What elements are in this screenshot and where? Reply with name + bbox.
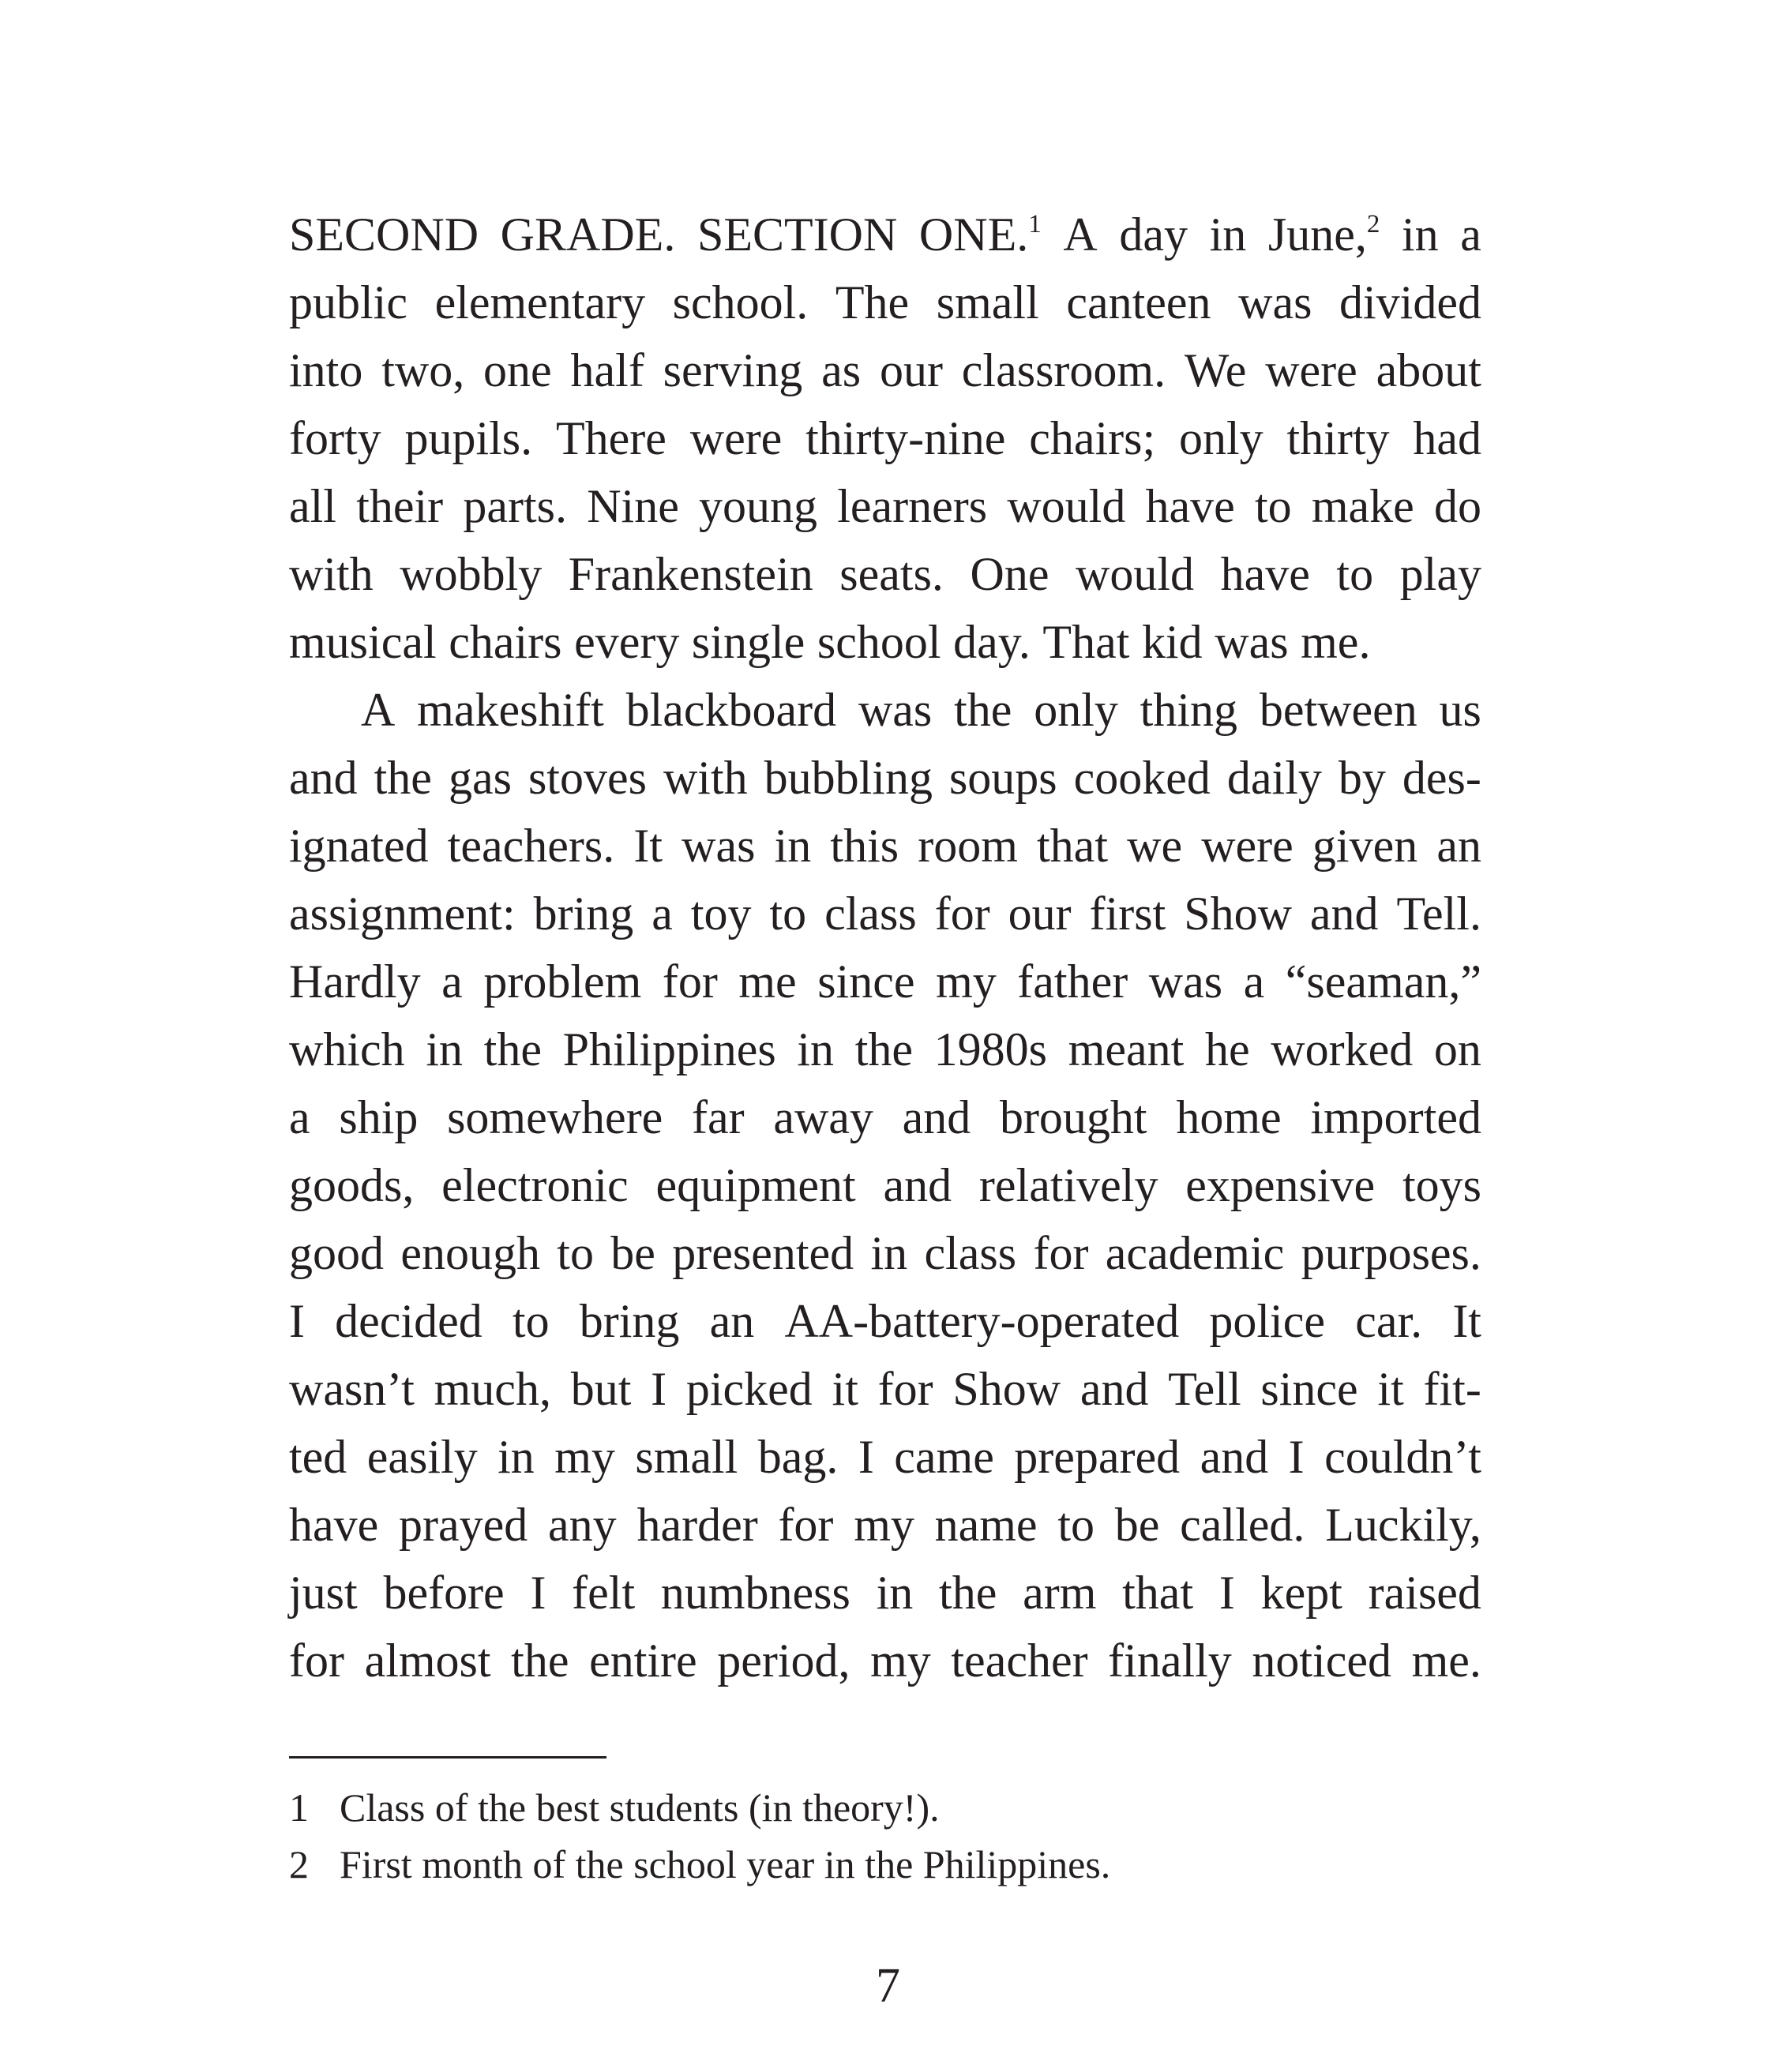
word: Show — [952, 1363, 1061, 1415]
body-line — [289, 1083, 1481, 1151]
word: was — [681, 820, 756, 872]
word: ignated — [289, 820, 429, 872]
word: elementary — [434, 276, 646, 328]
word: in — [1209, 208, 1247, 261]
word: in — [876, 1567, 914, 1619]
body-line — [289, 336, 1481, 404]
word: finally — [1108, 1635, 1232, 1687]
word: AA-battery-operated — [784, 1295, 1180, 1347]
word: harder — [636, 1499, 758, 1551]
word: all — [289, 480, 336, 532]
body-line — [289, 268, 1481, 336]
word: since — [817, 955, 915, 1008]
word: me. — [1411, 1635, 1481, 1687]
body-line — [289, 1015, 1481, 1083]
word: easily — [366, 1431, 478, 1483]
body-line — [289, 472, 1481, 540]
word: to — [557, 1227, 594, 1279]
word: that — [1037, 820, 1108, 872]
word: only — [1034, 684, 1118, 736]
word: good — [289, 1227, 384, 1279]
word: electronic — [441, 1159, 629, 1211]
word: That — [1042, 616, 1130, 668]
word: in — [774, 820, 812, 872]
word: SECTION — [697, 208, 898, 261]
word: much, — [434, 1363, 551, 1415]
word: assignment: — [289, 888, 516, 940]
word: and — [289, 752, 358, 804]
word: class — [824, 888, 917, 940]
word: to — [1057, 1499, 1095, 1551]
word: my — [854, 1499, 914, 1551]
body-line — [289, 1151, 1481, 1219]
word: raised — [1368, 1567, 1481, 1619]
word: academic — [1105, 1227, 1285, 1279]
word: make — [1311, 480, 1414, 532]
word: wobbly — [400, 548, 543, 600]
word: a — [651, 888, 673, 940]
word: a — [441, 955, 463, 1008]
word: have — [1145, 480, 1235, 532]
word: our — [879, 344, 943, 396]
word: a — [289, 1091, 310, 1143]
word: with — [289, 548, 374, 600]
word: pupils. — [404, 412, 533, 464]
word: police — [1209, 1295, 1325, 1347]
word: serving — [663, 344, 803, 396]
word: chairs — [449, 616, 562, 668]
word: about — [1376, 344, 1481, 396]
word: an — [1436, 820, 1481, 872]
word: ONE.$^1$ — [918, 208, 1042, 261]
word: only — [1179, 412, 1263, 464]
word: entire — [589, 1635, 697, 1687]
word: half — [570, 344, 644, 396]
word: musical — [289, 616, 437, 668]
word: decided — [335, 1295, 482, 1347]
word: almost — [364, 1635, 491, 1687]
word: school. — [672, 276, 809, 328]
word: the — [511, 1635, 569, 1687]
word: me — [738, 955, 797, 1008]
word: noticed — [1252, 1635, 1391, 1687]
word: Luckily, — [1325, 1499, 1481, 1551]
word: teachers. — [447, 820, 615, 872]
word: I — [651, 1363, 667, 1415]
word: given — [1312, 820, 1418, 872]
word: in — [1402, 208, 1439, 261]
word: Show — [1184, 888, 1292, 940]
word: bubbling — [764, 752, 933, 804]
word: to — [1254, 480, 1292, 532]
word: parts. — [463, 480, 567, 532]
word: Hardly — [289, 955, 421, 1008]
body-line — [289, 540, 1481, 608]
body-line — [289, 744, 1481, 812]
word: I — [289, 1295, 305, 1347]
word: a — [1460, 208, 1481, 261]
word: it — [1377, 1363, 1404, 1415]
word: des- — [1402, 752, 1481, 804]
word: for — [877, 1363, 933, 1415]
word: before — [383, 1567, 505, 1619]
body-line — [289, 1627, 1481, 1695]
word: The — [835, 276, 910, 328]
word: for — [778, 1499, 834, 1551]
word: just — [289, 1567, 358, 1619]
word: was — [1238, 276, 1312, 328]
word: bring — [579, 1295, 680, 1347]
body-line — [289, 1423, 1481, 1491]
word: would — [1076, 548, 1195, 600]
word: in — [426, 1023, 463, 1075]
word: classroom. — [961, 344, 1166, 396]
word: canteen — [1066, 276, 1211, 328]
word: us — [1439, 684, 1481, 736]
word: bag. — [757, 1431, 839, 1483]
word: Nine — [587, 480, 679, 532]
word: to — [769, 888, 807, 940]
word: between — [1259, 684, 1417, 736]
word: and — [1079, 1363, 1149, 1415]
word: relatively — [978, 1159, 1158, 1211]
word: do — [1434, 480, 1481, 532]
word: There — [556, 412, 666, 464]
word: cooked — [1073, 752, 1211, 804]
word: forty — [289, 412, 381, 464]
word: makeshift — [417, 684, 604, 736]
word: SECOND — [289, 208, 479, 261]
word: came — [894, 1431, 994, 1483]
word: numbness — [660, 1567, 850, 1619]
word: stoves — [528, 752, 647, 804]
word: 1980s — [933, 1023, 1048, 1075]
word: toy — [690, 888, 752, 940]
word: which — [289, 1023, 405, 1075]
word: was — [858, 684, 933, 736]
word: I — [530, 1567, 546, 1619]
footnote-ref: 1 — [1028, 209, 1042, 238]
word: felt — [572, 1567, 636, 1619]
word: goods, — [289, 1159, 415, 1211]
word: any — [548, 1499, 617, 1551]
word: Frankenstein — [568, 548, 813, 600]
word: fit- — [1423, 1363, 1481, 1415]
word: Tell — [1168, 1363, 1241, 1415]
word: and — [902, 1091, 971, 1143]
word: prepared — [1014, 1431, 1181, 1483]
footnote-2 — [289, 1836, 1481, 1893]
word: A — [1063, 208, 1098, 261]
word: in — [870, 1227, 908, 1279]
word: and — [883, 1159, 952, 1211]
word: but — [570, 1363, 632, 1415]
footnote-1 — [289, 1779, 1481, 1836]
footnote-text: First month of the school year in the Philippines. — [340, 1842, 1111, 1886]
word: imported — [1310, 1091, 1481, 1143]
word: far — [692, 1091, 745, 1143]
word: day — [1119, 208, 1188, 261]
word: every — [574, 616, 680, 668]
word: kept — [1260, 1567, 1342, 1619]
word: worked — [1271, 1023, 1414, 1075]
word: public — [289, 276, 407, 328]
word: soups — [948, 752, 1057, 804]
word: brought — [999, 1091, 1147, 1143]
word: it — [832, 1363, 858, 1415]
word: couldn’t — [1324, 1431, 1481, 1483]
word: with — [663, 752, 748, 804]
word: for — [289, 1635, 344, 1687]
body-line — [289, 948, 1481, 1015]
word: single — [691, 616, 805, 668]
body-line — [289, 812, 1481, 880]
body-line — [289, 880, 1481, 948]
word: wasn’t — [289, 1363, 415, 1415]
word: small — [936, 276, 1039, 328]
body-line — [289, 608, 1481, 676]
body-text — [289, 201, 1481, 1695]
word: period, — [717, 1635, 850, 1687]
word: to — [512, 1295, 550, 1347]
page-number: 7 — [876, 1959, 900, 2013]
body-line — [289, 404, 1481, 472]
word: in — [498, 1431, 535, 1483]
word: purposes. — [1301, 1227, 1481, 1279]
word: small — [635, 1431, 738, 1483]
body-line — [289, 1287, 1481, 1355]
word: in — [797, 1023, 835, 1075]
word: Tell. — [1396, 888, 1481, 940]
word: the — [954, 684, 1012, 736]
word: on — [1433, 1023, 1481, 1075]
word: car. — [1355, 1295, 1423, 1347]
word: for — [662, 955, 718, 1008]
word: divided — [1339, 276, 1481, 328]
word: equipment — [655, 1159, 856, 1211]
word: play — [1399, 548, 1481, 600]
word: kid — [1141, 616, 1203, 668]
word: since — [1260, 1363, 1358, 1415]
word: presented — [672, 1227, 854, 1279]
word: for — [934, 888, 990, 940]
word: thirty — [1286, 412, 1390, 464]
word: I — [858, 1431, 874, 1483]
word: away — [773, 1091, 873, 1143]
word: by — [1338, 752, 1386, 804]
body-line — [289, 1491, 1481, 1559]
word: bring — [533, 888, 634, 940]
word: two, — [381, 344, 465, 396]
word: as — [821, 344, 862, 396]
word: gas — [448, 752, 512, 804]
word: we — [1127, 820, 1183, 872]
word: name — [934, 1499, 1038, 1551]
word: had — [1413, 412, 1481, 464]
footnotes — [289, 1779, 1481, 1893]
word: my — [936, 955, 997, 1008]
word: and — [1200, 1431, 1269, 1483]
word: A — [361, 684, 396, 736]
word: I — [1218, 1567, 1235, 1619]
word: picked — [685, 1363, 813, 1415]
word: an — [709, 1295, 755, 1347]
word: thirty-nine — [805, 412, 1006, 464]
word: the — [374, 752, 432, 804]
word: ted — [289, 1431, 347, 1483]
word: were — [689, 412, 783, 464]
word: called. — [1180, 1499, 1305, 1551]
word: I — [1288, 1431, 1305, 1483]
word: for — [1033, 1227, 1089, 1279]
word: One — [970, 548, 1049, 600]
footnote-divider — [289, 1756, 606, 1759]
word: problem — [483, 955, 642, 1008]
word: toys — [1402, 1159, 1481, 1211]
footnote-number: 1 — [289, 1785, 309, 1830]
body-line — [289, 1219, 1481, 1287]
footnote-text: Class of the best students (in theory!). — [340, 1785, 940, 1830]
word: “seaman,” — [1285, 955, 1481, 1008]
body-line — [289, 1355, 1481, 1423]
word: somewhere — [447, 1091, 663, 1143]
word: learners — [837, 480, 988, 532]
word: first — [1089, 888, 1166, 940]
word: teacher — [951, 1635, 1088, 1687]
word: have — [1220, 548, 1310, 600]
word: were — [1201, 820, 1294, 872]
word: a — [1243, 955, 1265, 1008]
word: arm — [1023, 1567, 1097, 1619]
word: the — [939, 1567, 997, 1619]
word: were — [1265, 344, 1357, 396]
word: our — [1008, 888, 1072, 940]
word: daily — [1226, 752, 1322, 804]
word: June,$^2$ — [1267, 208, 1380, 261]
word: class — [924, 1227, 1017, 1279]
word: chairs; — [1029, 412, 1156, 464]
word: that — [1122, 1567, 1194, 1619]
word: to — [1336, 548, 1374, 600]
word: my — [870, 1635, 931, 1687]
footnote-ref: 2 — [1366, 209, 1380, 238]
word: my — [554, 1431, 615, 1483]
word: be — [1114, 1499, 1160, 1551]
word: It — [1452, 1295, 1481, 1347]
word: blackboard — [625, 684, 837, 736]
word: expensive — [1185, 1159, 1376, 1211]
word: ship — [339, 1091, 419, 1143]
word: thing — [1140, 684, 1238, 736]
word: he — [1204, 1023, 1250, 1075]
word: home — [1176, 1091, 1282, 1143]
word: the — [854, 1023, 913, 1075]
word: would — [1007, 480, 1126, 532]
word: enough — [400, 1227, 540, 1279]
word: me. — [1301, 616, 1371, 668]
word: this — [830, 820, 899, 872]
body-line — [289, 676, 1481, 744]
word: one — [483, 344, 552, 396]
word: was — [1215, 616, 1289, 668]
word: have — [289, 1499, 379, 1551]
word: young — [699, 480, 818, 532]
word: the — [483, 1023, 542, 1075]
word: GRADE. — [500, 208, 676, 261]
body-line-1 — [289, 201, 1481, 268]
word: seats. — [839, 548, 944, 600]
word: father — [1017, 955, 1128, 1008]
footnote-number: 2 — [289, 1842, 309, 1886]
word: room — [918, 820, 1018, 872]
word: was — [1148, 955, 1223, 1008]
word: We — [1184, 344, 1247, 396]
word: Philippines — [562, 1023, 776, 1075]
word: It — [633, 820, 663, 872]
word: meant — [1068, 1023, 1185, 1075]
word: and — [1309, 888, 1379, 940]
word: be — [610, 1227, 655, 1279]
word: their — [356, 480, 444, 532]
word: into — [289, 344, 363, 396]
word: prayed — [399, 1499, 528, 1551]
word: school — [817, 616, 941, 668]
word: day. — [953, 616, 1031, 668]
body-line — [289, 1559, 1481, 1627]
